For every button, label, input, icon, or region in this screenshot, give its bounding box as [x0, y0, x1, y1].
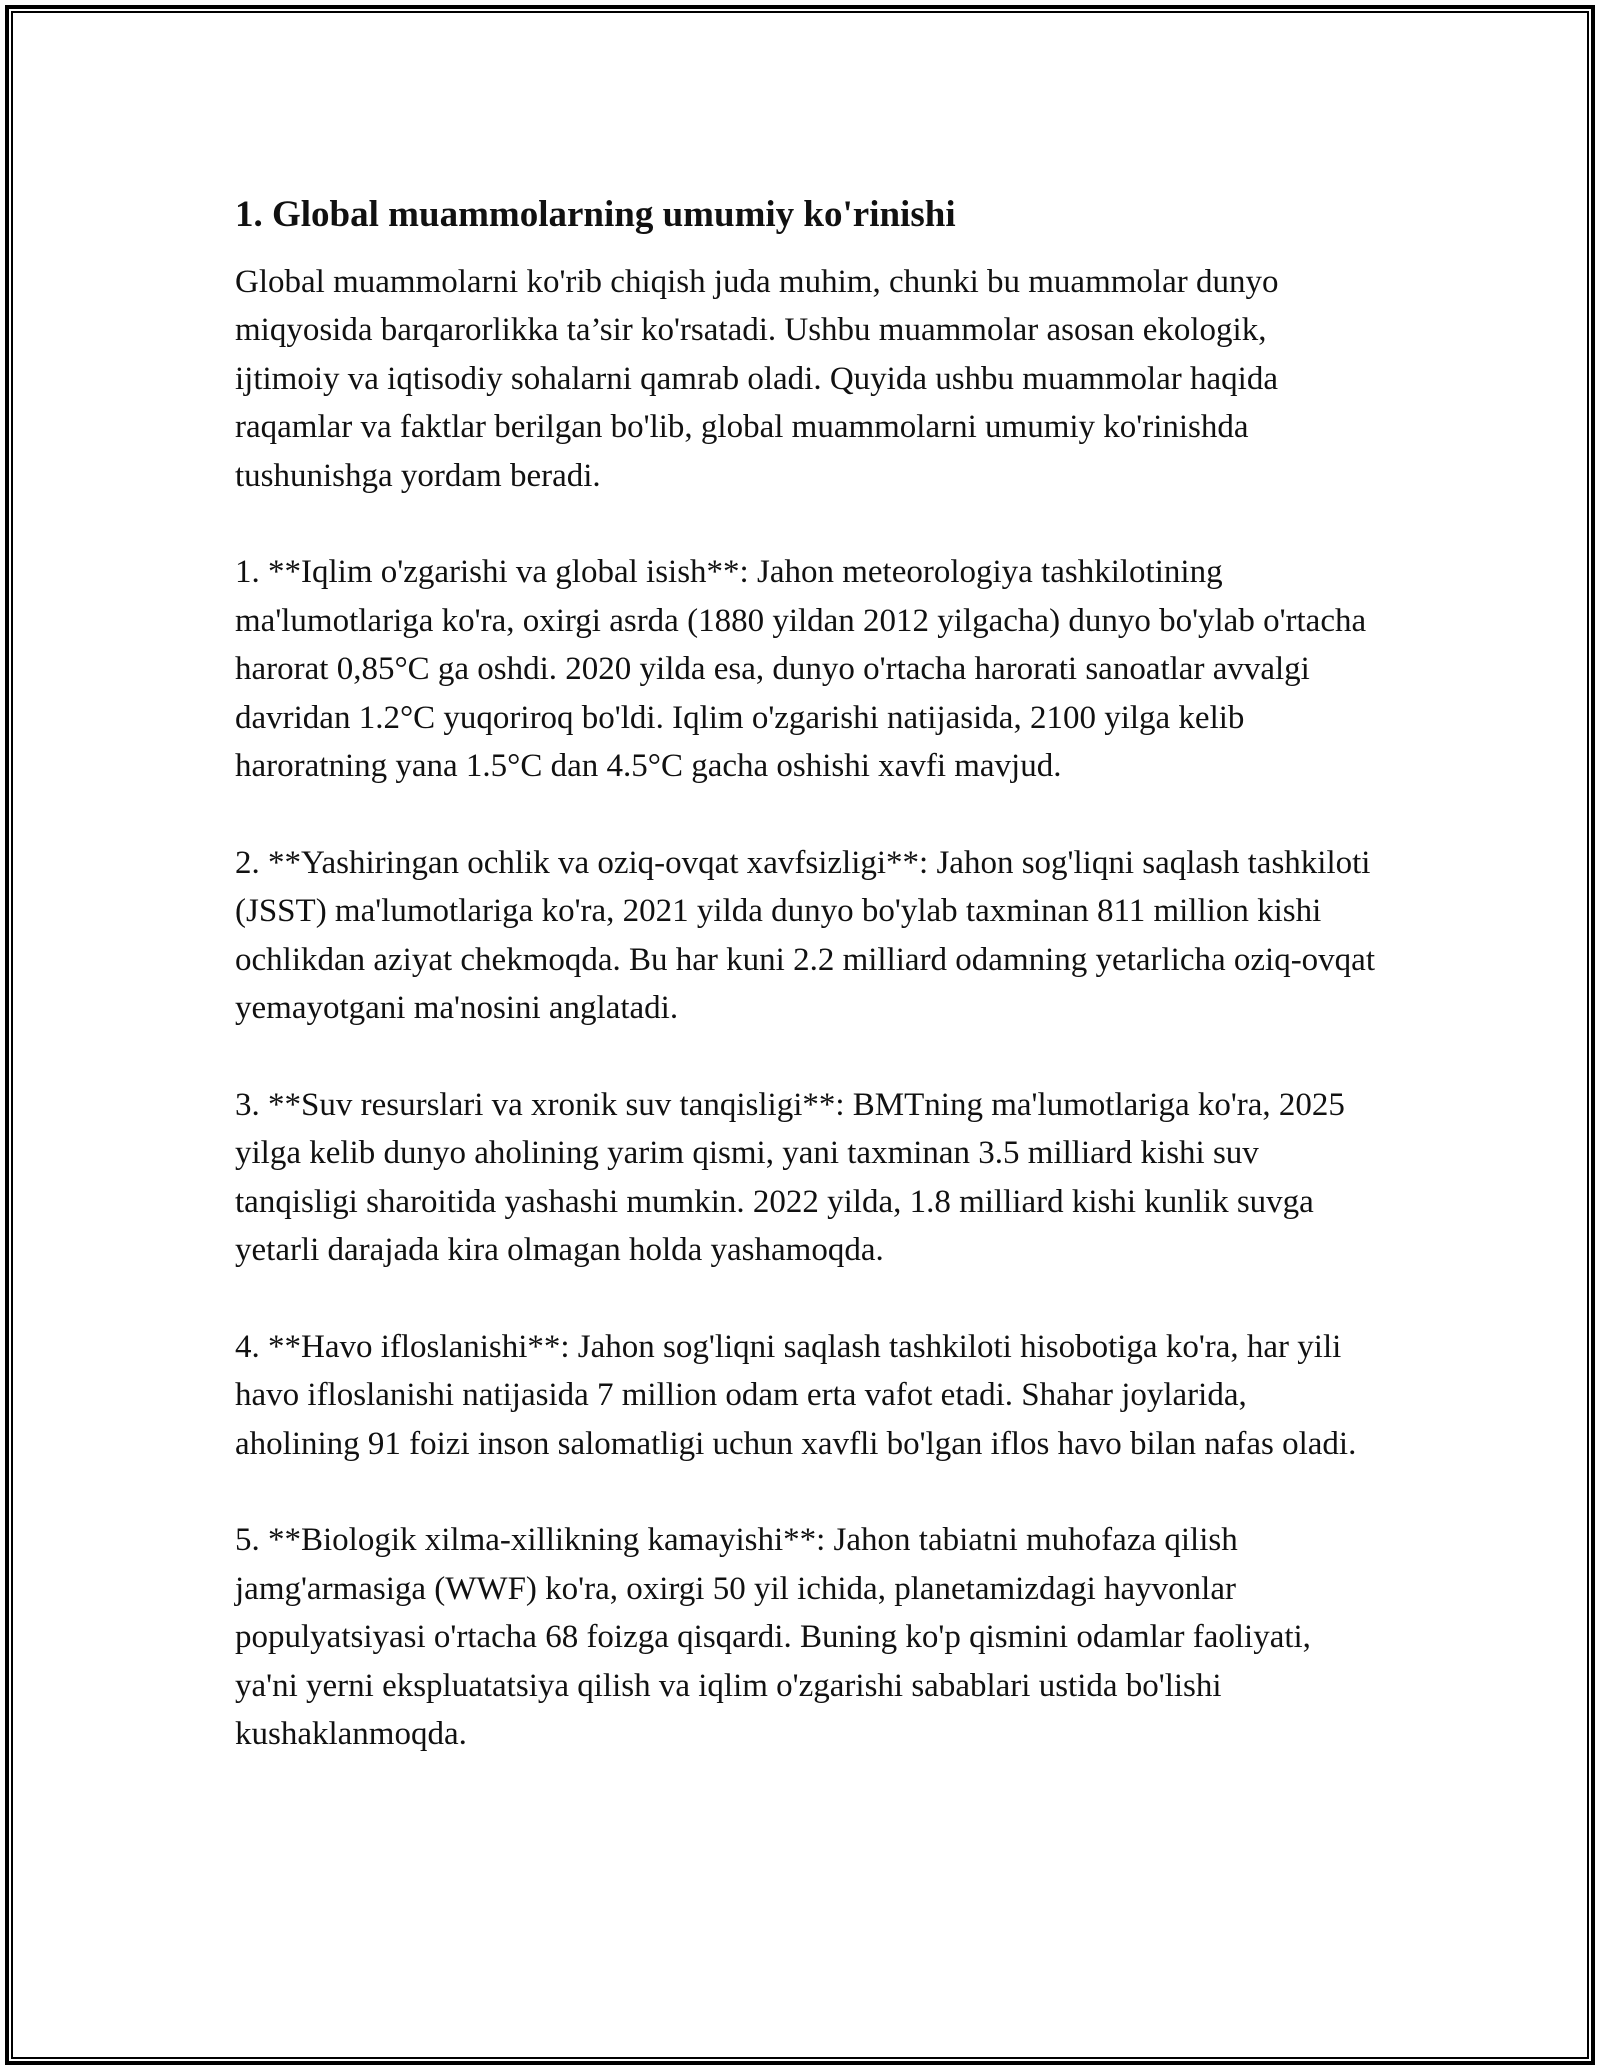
air-pollution-paragraph: 4. **Havo ifloslanishi**: Jahon sog'liqni saqlash tashkiloti hisobotiga ko'ra, har yili havo ifloslanishi natijasida 7 million odam erta vafot etadi. Shahar joylarida, aholining 91 foizi inson salomatligi uchun xavfli bo'lgan iflos havo bilan nafas oladi. — [235, 1328, 1357, 1462]
section-title: 1. Global muammolarning umumiy ko'rinishi — [235, 194, 956, 235]
food-security-paragraph: 2. **Yashiringan ochlik va oziq-ovqat xavfsizligi**: Jahon sog'liqni saqlash tashkiloti (JSST) ma'lumotlariga ko'ra, 2021 yilda dunyo bo'ylab taxminan 811 million kishi ochlikdan aziyat chekmoqda. Bu har kuni 2.2 milliard odamning yetarlicha oziq-ovqat yemayotgani ma'nosini anglatadi. — [235, 844, 1375, 1027]
document-body — [235, 186, 1375, 1807]
water-scarcity-paragraph: 3. **Suv resurslari va xronik suv tanqisligi**: BMTning ma'lumotlariga ko'ra, 2025 yilga kelib dunyo aholining yarim qismi, yani taxminan 3.5 milliard kishi suv tanqisligi sharoitida yashashi mumkin. 2022 yilda, 1.8 milliard kishi kunlik suvga yetarli darajada kira olmagan holda yashamoqda. — [235, 1086, 1345, 1269]
biodiversity-paragraph: 5. **Biologik xilma-xillikning kamayishi**: Jahon tabiatni muhofaza qilish jamg'armasiga (WWF) ko'ra, oxirgi 50 yil ichida, planetamizdagi hayvonlar populyatsiyasi o'rtacha 68 foizga qisqardi. Buning ko'p qismini odamlar faoliyati, ya'ni yerni ekspluatatsiya qilish va iqlim o'zgarishi sabablari ustida bo'lishi kushaklanmoqda. — [235, 1522, 1311, 1753]
climate-change-paragraph: 1. **Iqlim o'zgarishi va global isish**: Jahon meteorologiya tashkilotining ma'lumotlariga ko'ra, oxirgi asrda (1880 yildan 2012 yilgacha) dunyo bo'ylab o'rtacha harorat 0,85°C ga oshdi. 2020 yilda esa, dunyo o'rtacha harorati sanoatlar avvalgi davridan 1.2°C yuqoriroq bo'ldi. Iqlim o'zgarishi natijasida, 2100 yilga kelib haroratning yana 1.5°C dan 4.5°C gacha oshishi xavfi mavjud. — [235, 554, 1367, 785]
intro-paragraph: Global muammolarni ko'rib chiqish juda muhim, chunki bu muammolar dunyo miqyosida barqarorlikka ta’sir ko'rsatadi. Ushbu muammolar asosan ekologik, ijtimoiy va iqtisodiy sohalarni qamrab oladi. Quyida ushbu muammolar haqida raqamlar va faktlar berilgan bo'lib, global muammolarni umumiy ko'rinishda tushunishga yordam beradi. — [235, 264, 1279, 494]
